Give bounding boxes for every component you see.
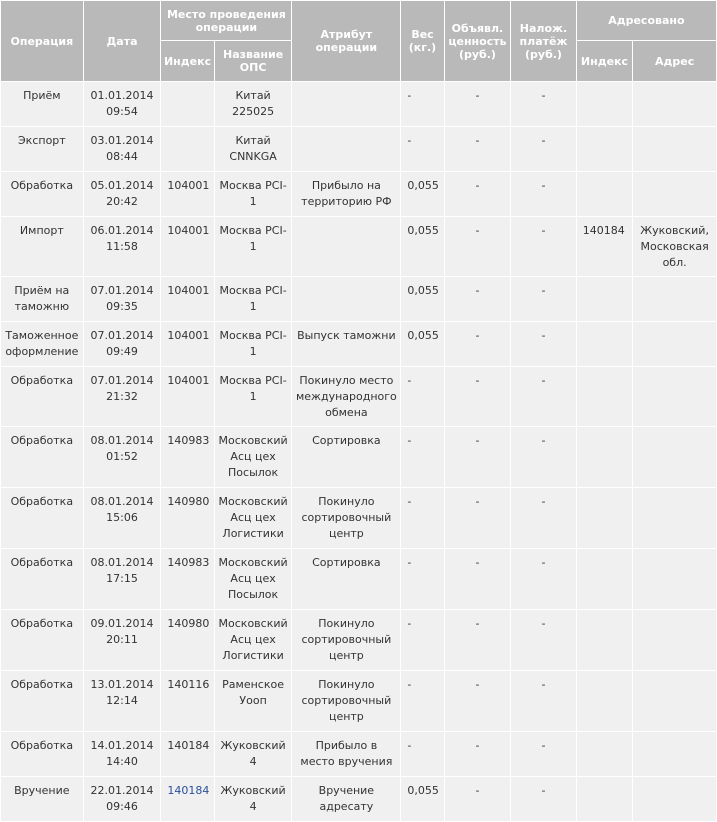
place-index-link[interactable]: 140184 — [167, 784, 210, 797]
cell-date: 08.01.2014 15:06 — [84, 488, 161, 548]
header-declared-value: Объявл. ценность (руб.) — [445, 1, 511, 81]
cell-addr-index — [577, 549, 632, 609]
table-row — [1, 217, 716, 276]
cell-attribute: Покинуло сортировочный центр — [292, 671, 400, 731]
cell-place-name: Московский Асц цех Посылок — [215, 549, 292, 609]
cell-declared-value: - — [445, 217, 511, 276]
cell-place-index: 140184 — [161, 732, 213, 776]
table-row — [1, 777, 716, 821]
cell-cod: - — [511, 172, 576, 216]
cell-weight: 0,055 — [401, 777, 443, 821]
cell-operation: Обработка — [1, 488, 83, 548]
cell-addr-index — [577, 777, 632, 821]
cell-place-name: Москва PCI- 1 — [215, 172, 292, 216]
cell-addr-address — [633, 127, 716, 171]
cell-place-name: Жуковский 4 — [215, 732, 292, 776]
cell-addr-index — [577, 427, 632, 487]
cell-addr-index — [577, 322, 632, 366]
table-row — [1, 172, 716, 216]
cell-place-name: Москва PCI- 1 — [215, 217, 292, 276]
cell-date: 07.01.2014 21:32 — [84, 367, 161, 426]
cell-weight: 0,055 — [401, 277, 443, 321]
cell-place-index: 140983 — [161, 549, 213, 609]
cell-date: 13.01.2014 12:14 — [84, 671, 161, 731]
cell-addr-address — [633, 610, 716, 670]
cell-cod: - — [511, 732, 576, 776]
cell-operation: Обработка — [1, 671, 83, 731]
cell-operation: Обработка — [1, 367, 83, 426]
cell-addr-address — [633, 671, 716, 731]
cell-declared-value: - — [445, 671, 511, 731]
cell-weight: - — [401, 427, 443, 487]
cell-weight: 0,055 — [401, 217, 443, 276]
cell-date: 03.01.2014 08:44 — [84, 127, 161, 171]
table-row — [1, 367, 716, 426]
cell-addr-address — [633, 172, 716, 216]
cell-attribute — [292, 217, 400, 276]
cell-declared-value: - — [445, 277, 511, 321]
cell-weight: - — [401, 82, 443, 126]
cell-addr-address — [633, 277, 716, 321]
cell-attribute: Покинуло сортировочный центр — [292, 610, 400, 670]
cell-addr-address — [633, 82, 716, 126]
cell-place-name: Раменское Уооп — [215, 671, 292, 731]
cell-addr-index — [577, 671, 632, 731]
cell-addr-address — [633, 427, 716, 487]
table-row — [1, 610, 716, 670]
table-row — [1, 671, 716, 731]
cell-operation: Обработка — [1, 732, 83, 776]
cell-attribute — [292, 127, 400, 171]
cell-date: 22.01.2014 09:46 — [84, 777, 161, 821]
header-date: Дата — [84, 1, 161, 81]
table-row — [1, 127, 716, 171]
cell-cod: - — [511, 322, 576, 366]
cell-place-name: Китай CNNKGA — [215, 127, 292, 171]
header-weight: Вес (кг.) — [401, 1, 443, 81]
cell-place-index: 104001 — [161, 367, 213, 426]
cell-addr-index — [577, 367, 632, 426]
header-place-name: Название ОПС — [215, 41, 292, 81]
cell-place-name: Московский Асц цех Посылок — [215, 427, 292, 487]
cell-place-index: 140116 — [161, 671, 213, 731]
cell-place-index — [161, 127, 213, 171]
cell-operation: Вручение — [1, 777, 83, 821]
cell-operation: Импорт — [1, 217, 83, 276]
cell-cod: - — [511, 82, 576, 126]
cell-addr-address — [633, 777, 716, 821]
table-row — [1, 732, 716, 776]
cell-operation: Обработка — [1, 610, 83, 670]
cell-date: 09.01.2014 20:11 — [84, 610, 161, 670]
table-row — [1, 82, 716, 126]
cell-declared-value: - — [445, 172, 511, 216]
cell-weight: - — [401, 549, 443, 609]
cell-addr-address: Жуковский, Московская обл. — [633, 217, 716, 276]
header-addr-address: Адрес — [633, 41, 716, 81]
cell-declared-value: - — [445, 549, 511, 609]
cell-date: 05.01.2014 20:42 — [84, 172, 161, 216]
cell-attribute — [292, 277, 400, 321]
cell-date: 06.01.2014 11:58 — [84, 217, 161, 276]
cell-cod: - — [511, 777, 576, 821]
header-cod: Налож. платёж (руб.) — [511, 1, 576, 81]
cell-declared-value: - — [445, 82, 511, 126]
cell-weight: 0,055 — [401, 322, 443, 366]
cell-operation: Обработка — [1, 427, 83, 487]
header-addressed: Адресовано — [577, 1, 716, 40]
cell-operation: Экспорт — [1, 127, 83, 171]
tracking-body — [1, 82, 716, 821]
cell-place-index: 104001 — [161, 217, 213, 276]
cell-addr-address — [633, 488, 716, 548]
cell-declared-value: - — [445, 367, 511, 426]
cell-attribute: Прибыло на территорию РФ — [292, 172, 400, 216]
cell-date: 14.01.2014 14:40 — [84, 732, 161, 776]
cell-place-name: Московский Асц цех Логистики — [215, 488, 292, 548]
cell-place-name: Москва PCI- 1 — [215, 322, 292, 366]
cell-cod: - — [511, 127, 576, 171]
cell-attribute: Выпуск таможни — [292, 322, 400, 366]
cell-place-index: 140983 — [161, 427, 213, 487]
cell-declared-value: - — [445, 610, 511, 670]
cell-place-index: 140980 — [161, 610, 213, 670]
cell-attribute: Прибыло в место вручения — [292, 732, 400, 776]
cell-weight: - — [401, 127, 443, 171]
cell-addr-index — [577, 488, 632, 548]
cell-addr-address — [633, 367, 716, 426]
cell-addr-index — [577, 172, 632, 216]
cell-weight: - — [401, 732, 443, 776]
cell-cod: - — [511, 277, 576, 321]
cell-attribute: Сортировка — [292, 549, 400, 609]
cell-place-name: Китай 225025 — [215, 82, 292, 126]
cell-date: 08.01.2014 17:15 — [84, 549, 161, 609]
cell-date: 01.01.2014 09:54 — [84, 82, 161, 126]
cell-place-index: 104001 — [161, 322, 213, 366]
cell-addr-index — [577, 277, 632, 321]
cell-addr-index — [577, 732, 632, 776]
cell-place-name: Жуковский 4 — [215, 777, 292, 821]
cell-weight: 0,055 — [401, 172, 443, 216]
header-place: Место проведения операции — [161, 1, 291, 40]
table-row — [1, 277, 716, 321]
cell-place-name: Москва PCI- 1 — [215, 367, 292, 426]
cell-declared-value: - — [445, 732, 511, 776]
cell-cod: - — [511, 488, 576, 548]
cell-place-index: 104001 — [161, 277, 213, 321]
cell-date: 07.01.2014 09:49 — [84, 322, 161, 366]
cell-operation: Приём — [1, 82, 83, 126]
cell-attribute — [292, 82, 400, 126]
cell-attribute: Вручение адресату — [292, 777, 400, 821]
cell-cod: - — [511, 610, 576, 670]
cell-addr-address — [633, 549, 716, 609]
cell-cod: - — [511, 217, 576, 276]
cell-weight: - — [401, 610, 443, 670]
cell-attribute: Покинуло место международного обмена — [292, 367, 400, 426]
table-row — [1, 549, 716, 609]
cell-date: 07.01.2014 09:35 — [84, 277, 161, 321]
cell-cod: - — [511, 549, 576, 609]
cell-place-index: 140980 — [161, 488, 213, 548]
cell-place-index — [161, 82, 213, 126]
cell-place-name: Москва PCI- 1 — [215, 277, 292, 321]
cell-operation: Обработка — [1, 172, 83, 216]
cell-declared-value: - — [445, 777, 511, 821]
cell-place-name: Московский Асц цех Логистики — [215, 610, 292, 670]
cell-addr-index — [577, 82, 632, 126]
header-addr-index: Индекс — [577, 41, 632, 81]
header-place-index: Индекс — [161, 41, 213, 81]
cell-declared-value: - — [445, 127, 511, 171]
cell-place-index[interactable] — [161, 777, 213, 821]
cell-attribute: Покинуло сортировочный центр — [292, 488, 400, 548]
cell-declared-value: - — [445, 427, 511, 487]
cell-weight: - — [401, 671, 443, 731]
cell-attribute: Сортировка — [292, 427, 400, 487]
table-row — [1, 427, 716, 487]
cell-addr-address — [633, 322, 716, 366]
cell-cod: - — [511, 671, 576, 731]
cell-operation: Таможенное оформление — [1, 322, 83, 366]
cell-declared-value: - — [445, 322, 511, 366]
table-row — [1, 488, 716, 548]
cell-cod: - — [511, 367, 576, 426]
cell-weight: - — [401, 488, 443, 548]
header-attribute: Атрибут операции — [292, 1, 400, 81]
cell-date: 08.01.2014 01:52 — [84, 427, 161, 487]
cell-place-index: 104001 — [161, 172, 213, 216]
cell-addr-address — [633, 732, 716, 776]
cell-cod: - — [511, 427, 576, 487]
cell-declared-value: - — [445, 488, 511, 548]
cell-addr-index — [577, 610, 632, 670]
cell-addr-index — [577, 127, 632, 171]
cell-addr-index: 140184 — [577, 217, 632, 276]
cell-operation: Обработка — [1, 549, 83, 609]
cell-weight: - — [401, 367, 443, 426]
header-operation: Операция — [1, 1, 83, 81]
table-row — [1, 322, 716, 366]
cell-operation: Приём на таможню — [1, 277, 83, 321]
